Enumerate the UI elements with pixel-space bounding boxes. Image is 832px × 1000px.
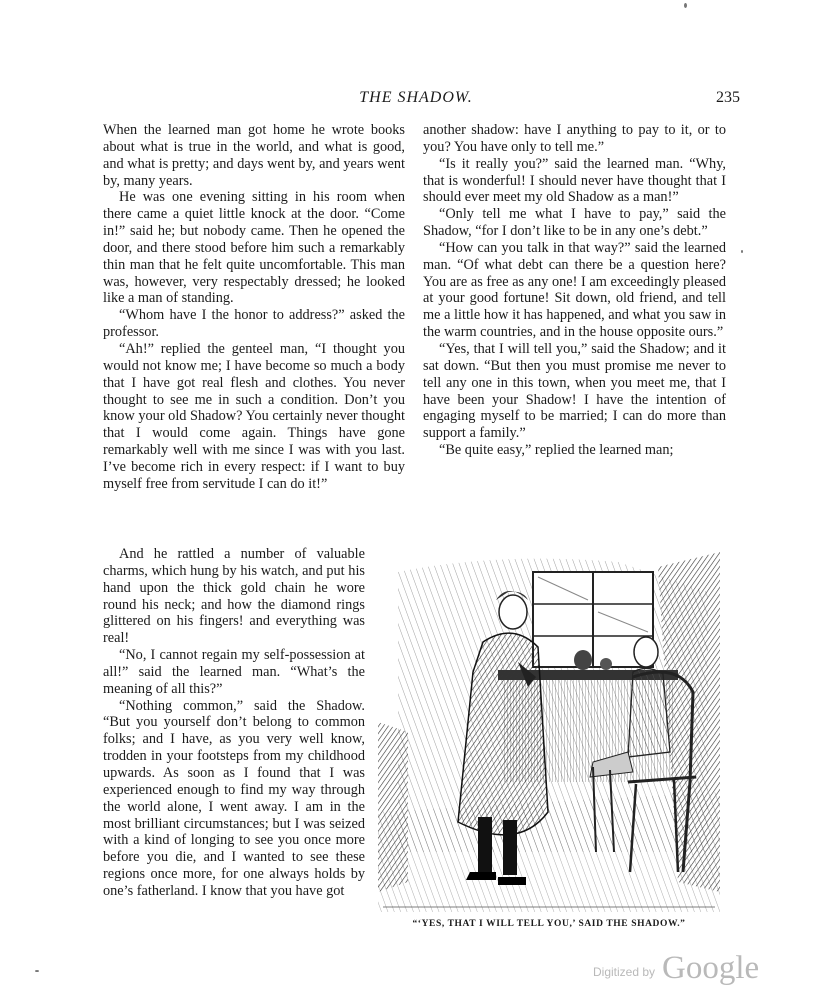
- paragraph: “Ah!” replied the genteel man, “I thought you would not know me; I have become so much a body that I have got real flesh and clothes. You never thought to see me in such a condition. Don’t you know your old Shadow? You certainly never thought that I would come again. Things have gone remarkably well with me since I was with you last. I’ve become rich in every respect: if I want to buy myself free from servitude I can do it!”: [103, 340, 405, 492]
- paragraph: “Yes, that I will tell you,” said the Shadow; and it sat down. “But then you must promise me never to tell any one in this town, when you meet me, that I have been your Shadow! I have the intention of engaging myself to be married; I can do more than support a family.”: [423, 340, 726, 442]
- illustration: [378, 552, 720, 912]
- paragraph: When the learned man got home he wrote books about what is true in the world, and what is good, and what is pretty; and days went by, and years went by, many years.: [103, 122, 405, 189]
- paragraph: And he rattled a number of valuable charms, which hung by his watch, and put his hand upon the thick gold chain he wore round his neck; and how the diamond rings glittered on his fingers! and everything was real!: [103, 546, 365, 647]
- watermark-brand: Google: [662, 950, 760, 986]
- paragraph: “No, I cannot regain my self-possession at all!” said the learned man. “What’s the meaning of all this?”: [103, 647, 365, 697]
- paragraph: He was one evening sitting in his room when there came a quiet little knock at the door. “Come in!” said he; but nobody came. Then he opened the door, and there stood before him such a remarkably thin man that he felt quite uncomfortable. This man was, however, very respectably dressed; he looked like a man of standing.: [103, 189, 405, 307]
- text-column-left-bottom: [103, 546, 365, 900]
- paragraph: “How can you talk in that way?” said the learned man. “Of what debt can there be a question here? You are as free as any one! I am exceedingly pleased at your good fortune! Sit down, old friend, and tell me a little how it has happened, and what you saw in the warm countries, and in the house opposite ours.”: [423, 239, 726, 341]
- paragraph: “Is it really you?” said the learned man. “Why, that is wonderful! I should never have thought that I should ever meet my old Shadow as a man!”: [423, 155, 726, 206]
- scan-speck: [741, 250, 743, 253]
- scan-speck: [35, 970, 39, 972]
- illustration-caption: “‘YES, THAT I WILL TELL YOU,’ SAID THE SHADOW.”: [412, 919, 686, 929]
- page-number: 235: [716, 89, 740, 106]
- page-header-title: THE SHADOW.: [359, 89, 473, 106]
- paragraph: “Be quite easy,” replied the learned man;: [439, 442, 674, 459]
- paragraph: another shadow: have I anything to pay to it, or to you? You have only to tell me.”: [423, 122, 726, 155]
- watermark-prefix: Digitized by: [593, 965, 656, 979]
- scan-speck: [684, 3, 687, 8]
- paragraph: “Nothing common,” said the Shadow. “But you yourself don’t belong to common folks; and I have, as you very well know, trodden in your footsteps from my childhood upwards. As soon as I found that I was experienced enough to find my way through the world alone, I went away. I am in the most brilliant circumstances; but I was seized with a kind of longing to see you once more before you die, and I wanted to see these regions once more, for one always holds by one’s fatherland. I know that you have got: [103, 697, 365, 899]
- google-watermark: [593, 948, 773, 984]
- illustration-engraving: [378, 552, 720, 912]
- text-column-right: [423, 122, 726, 459]
- paragraph: “Whom have I the honor to address?” asked the professor.: [103, 307, 405, 341]
- paragraph: “Only tell me what I have to pay,” said the Shadow, “for I don’t like to be in any one’s debt.”: [423, 206, 726, 240]
- text-column-left-top: [103, 122, 405, 493]
